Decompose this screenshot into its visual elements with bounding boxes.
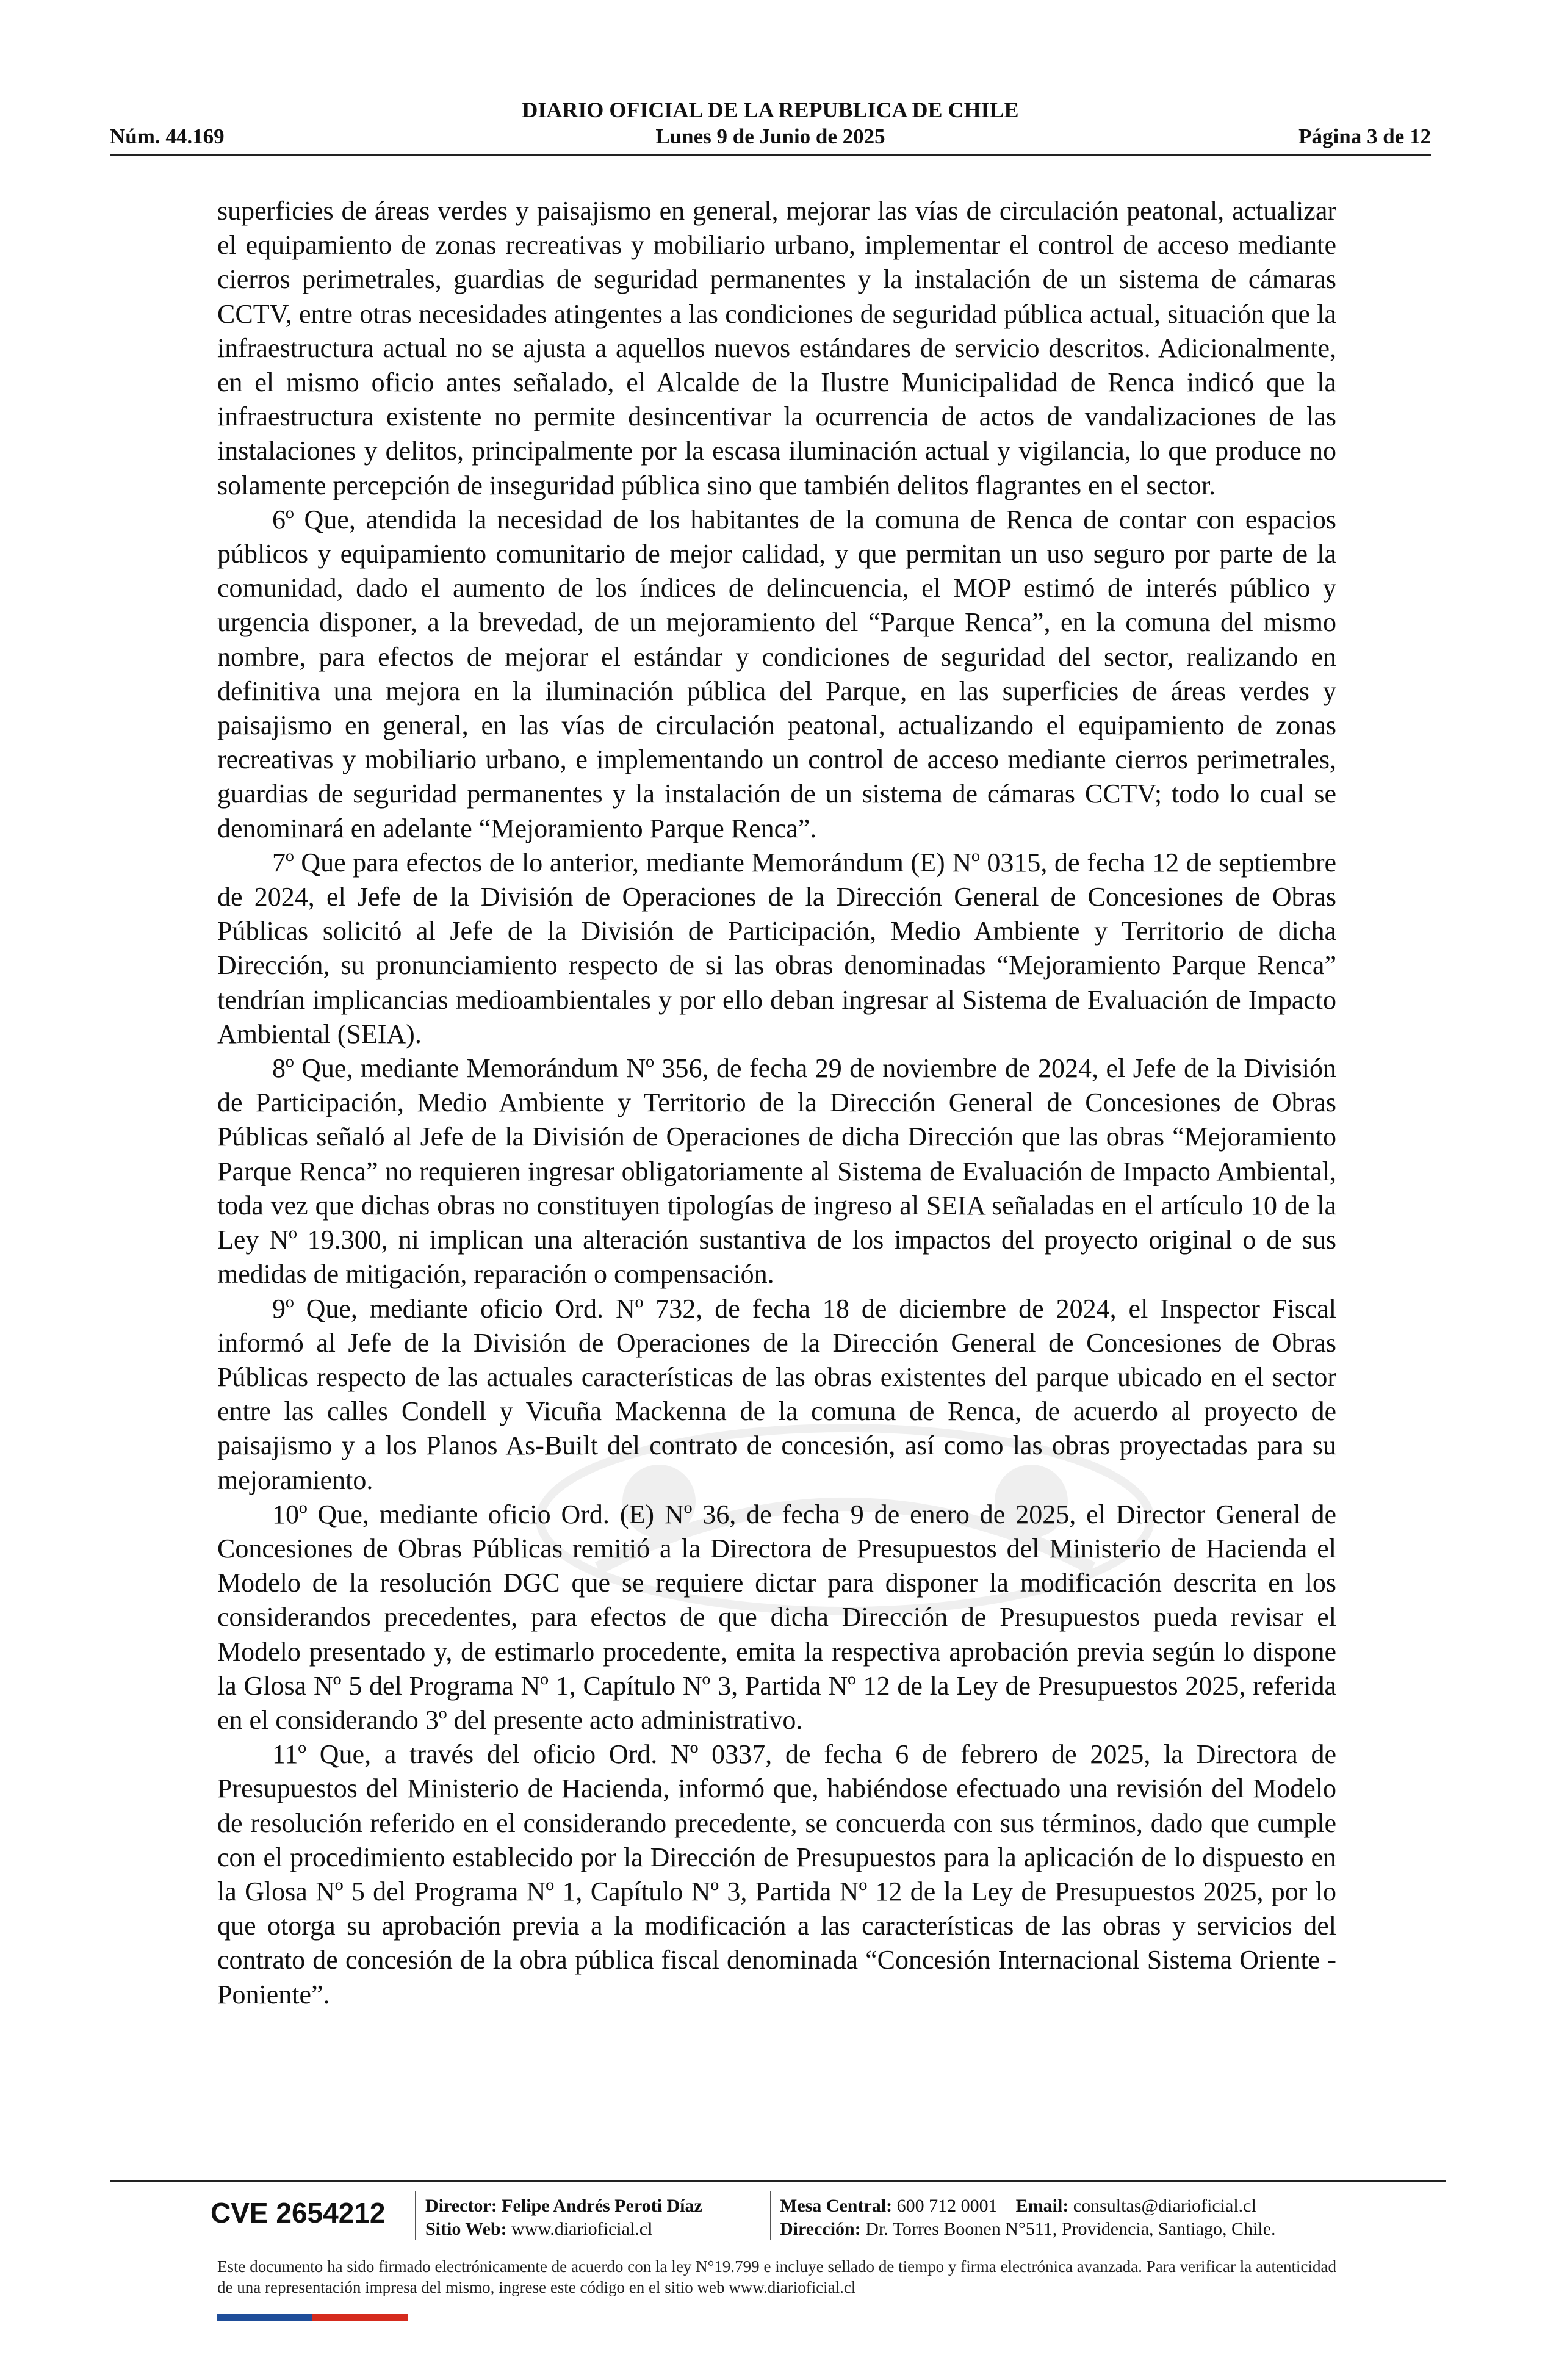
flag-color-bar — [217, 2314, 408, 2321]
paragraph-considerando-7: 7º Que para efectos de lo anterior, mediante Memorándum (E) Nº 0315, de fecha 12 de septiembre de 2024, el Jefe de la División de Operaciones de la Dirección General de Concesiones de Obras Públicas solicitó al Jefe de la División de Participación, Medio Ambiente y Territorio de dicha Dirección, su pronunciamiento respecto de si las obras denominadas “Mejoramiento Parque Renca” tendrían implicancias medioambientales y por ello deban ingresar al Sistema de Evaluación de Impacto Ambiental (SEIA). — [217, 847, 1336, 1049]
header-divider — [110, 154, 1431, 156]
footer-column-divider — [770, 2191, 771, 2240]
website-label: Sitio Web: — [425, 2219, 507, 2239]
footer-divider — [110, 2180, 1446, 2182]
paragraph-continuation: superficies de áreas verdes y paisajismo en general, mejorar las vías de circulación peatonal, actualizar el equipamiento de zonas recreativas y mobiliario urbano, implementar el control de acceso mediante cierros perimetrales, guardias de seguridad permanentes y la instalación de un sistema de cámaras CCTV, entre otras necesidades atingentes a las condiciones de seguridad pública actual, situación que la infraestructura actual no se ajusta a aquellos nuevos estándares de servicio descritos. Adicionalmente, en el mismo oficio antes señalado, el Alcalde de la Ilustre Municipalidad de Renca indicó que la infraestructura existente no permite desincentivar la ocurrencia de actos de vandalizaciones de las instalaciones y delitos, principalmente por la escasa iluminación actual y vigilancia, lo que produce no solamente percepción de inseguridad pública sino que también delitos flagrantes en el sector. — [217, 196, 1336, 500]
issue-date: Lunes 9 de Junio de 2025 — [655, 124, 885, 148]
paragraph-considerando-6: 6º Que, atendida la necesidad de los habitantes de la comuna de Renca de contar con espacios públicos y equipamiento comunitario de mejor calidad, y que permitan un uso seguro por parte de la comunidad, dado el aumento de los índices de delincuencia, el MOP estimó de interés público y urgencia disponer, a la brevedad, de un mejoramiento del “Parque Renca”, en la comuna del mismo nombre, para efectos de mejorar el estándar y condiciones de seguridad del sector, realizando en definitiva una mejora en la iluminación pública del Parque, en las superficies de áreas verdes y paisajismo en general, en las vías de circulación peatonal, actualizando el equipamiento de zonas recreativas y mobiliario urbano, e implementando un control de acceso mediante cierros perimetrales, guardias de seguridad permanentes y la instalación de un sistema de cámaras CCTV; todo lo cual se denominará en adelante “Mejoramiento Parque Renca”. — [217, 504, 1336, 843]
director-label: Director: — [425, 2196, 497, 2216]
footer-contact-block — [780, 2194, 1276, 2241]
footer-column-divider — [415, 2191, 416, 2240]
director-name: Felipe Andrés Peroti Díaz — [502, 2196, 702, 2216]
phone-label: Mesa Central: — [780, 2196, 893, 2216]
address-label: Dirección: — [780, 2219, 861, 2239]
document-body — [217, 194, 1336, 2012]
email-link[interactable]: consultas@diarioficial.cl — [1073, 2196, 1256, 2216]
header-info-row — [110, 123, 1431, 150]
paragraph-considerando-8: 8º Que, mediante Memorándum Nº 356, de fecha 29 de noviembre de 2024, el Jefe de la División de Participación, Medio Ambiente y Territorio de la Dirección General de Concesiones de Obras Públicas señaló al Jefe de la División de Operaciones de dicha Dirección que las obras “Mejoramiento Parque Renca” no requieren ingresar obligatoriamente al Sistema de Evaluación de Impacto Ambiental, toda vez que dichas obras no constituyen tipologías de ingreso al SEIA señaladas en el artículo 10 de la Ley Nº 19.300, ni implican una alteración sustantiva de los impactos del proyecto original o de sus medidas de mitigación, reparación o compensación. — [217, 1053, 1336, 1289]
issue-number: Núm. 44.169 — [110, 124, 225, 148]
flag-blue-segment — [217, 2314, 312, 2321]
paragraph-considerando-11: 11º Que, a través del oficio Ord. Nº 0337, de fecha 6 de febrero de 2025, la Directora de Presupuestos del Ministerio de Hacienda, informó que, habiéndose efectuado una revisión del Modelo de resolución referido en el considerando precedente, se concuerda con sus términos, dado que cumple con el procedimiento establecido por la Dirección de Presupuestos para la aplicación de lo dispuesto en la Glosa Nº 5 del Programa Nº 1, Capítulo Nº 3, Partida Nº 12 de la Ley de Presupuestos 2025, por lo que otorga su aprobación previa a la modificación a las características de las obras y servicios del contrato de concesión de la obra pública fiscal denominada “Concesión Internacional Sistema Oriente - Poniente”. — [217, 1739, 1336, 2010]
email-label: Email: — [1015, 2196, 1069, 2216]
website-link[interactable]: www.diarioficial.cl — [511, 2219, 653, 2239]
cve-code: CVE 2654212 — [211, 2197, 386, 2229]
address-value: Dr. Torres Boonen N°511, Providencia, Santiago, Chile. — [865, 2219, 1276, 2239]
electronic-signature-notice: Este documento ha sido firmado electrónicamente de acuerdo con la ley N°19.799 e incluye sellado de tiempo y firma electrónica avanzada. Para verificar la autenticidad de una representación impresa del mismo, ingrese este código en el sitio web www.diarioficial.cl — [217, 2257, 1336, 2296]
paragraph-considerando-10: 10º Que, mediante oficio Ord. (E) Nº 36, de fecha 9 de enero de 2025, el Director General de Concesiones de Obras Públicas remitió a la Directora de Presupuestos del Ministerio de Hacienda el Modelo de la resolución DGC que se requiere dictar para disponer la modificación descrita en los considerandos precedentes, para efectos de que dicha Dirección de Presupuestos pueda revisar el Modelo presentado y, de estimarlo procedente, emita la respectiva aprobación previa según lo dispone la Glosa Nº 5 del Programa Nº 1, Capítulo Nº 3, Partida Nº 12 de la Ley de Presupuestos 2025, referida en el considerando 3º del presente acto administrativo. — [217, 1499, 1336, 1735]
page-number: Página 3 de 12 — [1298, 124, 1431, 148]
paragraph-considerando-9: 9º Que, mediante oficio Ord. Nº 732, de fecha 18 de diciembre de 2024, el Inspector Fiscal informó al Jefe de la División de Operaciones de la Dirección General de Concesiones de Obras Públicas respecto de las actuales características de las obras existentes del parque ubicado en el sector entre las calles Condell y Vicuña Mackenna de la comuna de Renca, de acuerdo al proyecto de paisajismo y a los Planos As-Built del contrato de concesión, así como las obras proyectadas para su mejoramiento. — [217, 1293, 1336, 1495]
flag-red-segment — [312, 2314, 408, 2321]
newspaper-title: DIARIO OFICIAL DE LA REPUBLICA DE CHILE — [522, 98, 1019, 122]
footer-director-block — [425, 2194, 702, 2241]
phone-number: 600 712 0001 — [896, 2196, 998, 2216]
page-header — [110, 96, 1431, 150]
